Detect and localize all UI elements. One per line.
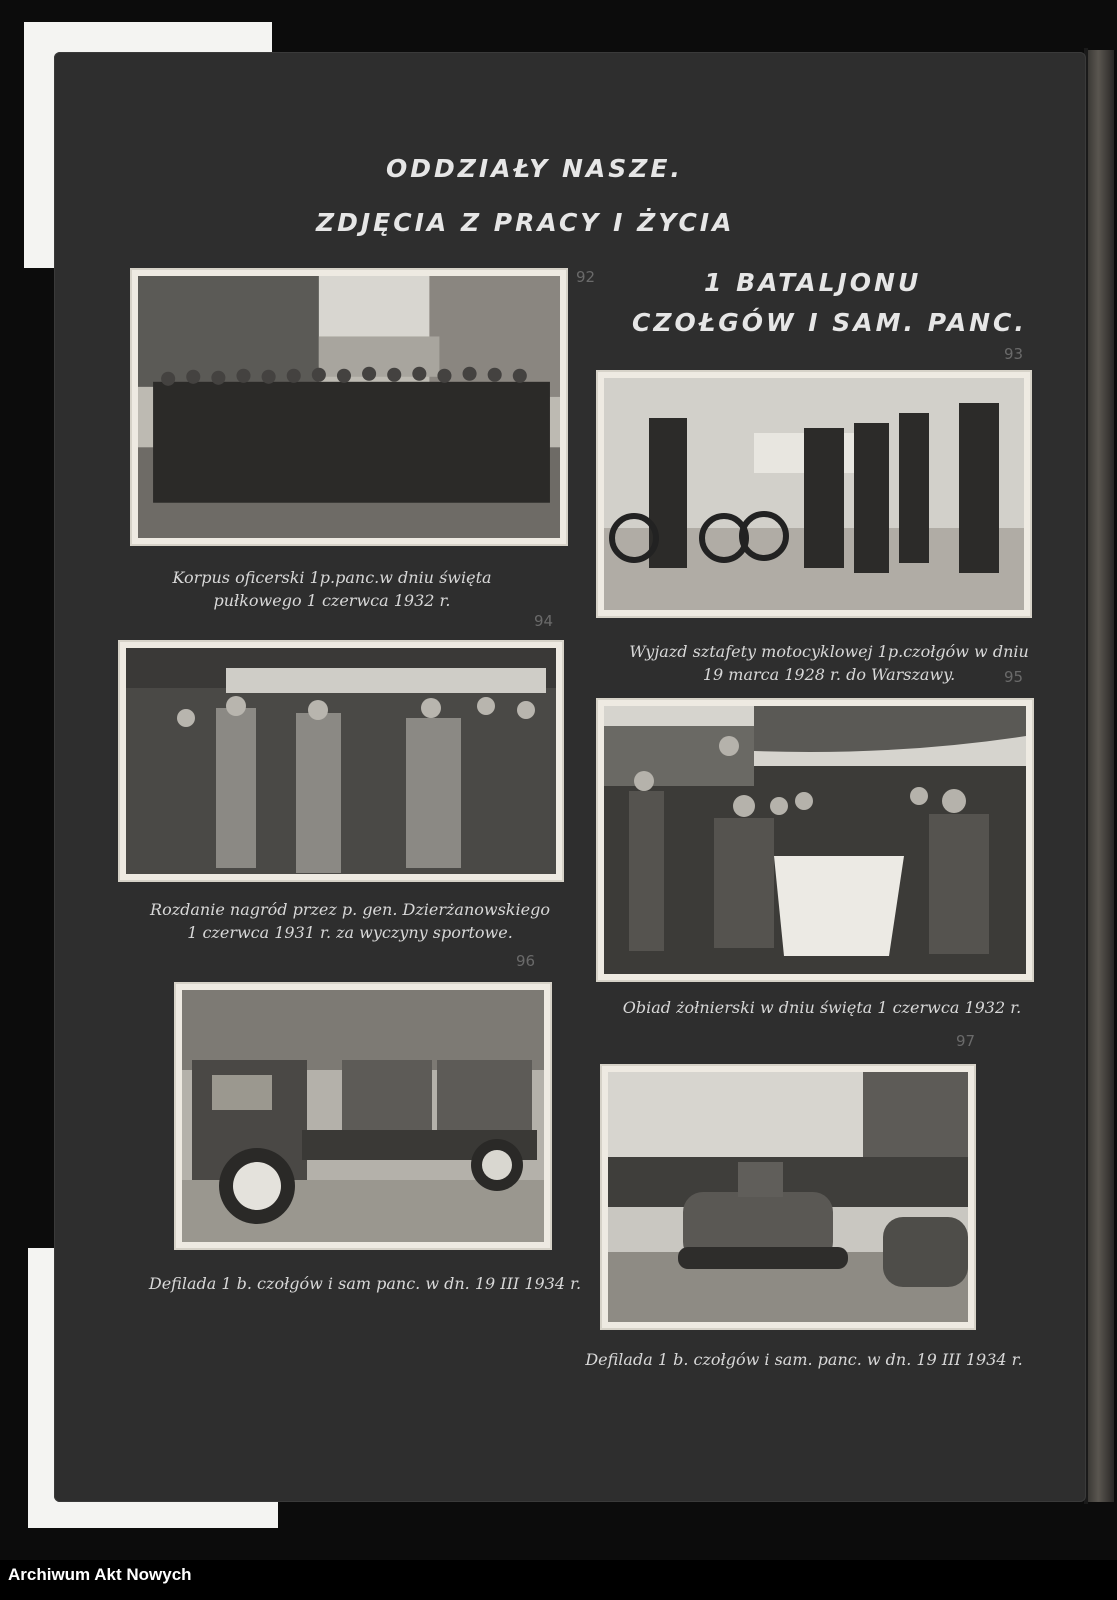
caption-motorcycle-relay-line1: Wyjazd sztafety motocyklowej 1p.czołgów w dniu <box>629 642 1029 661</box>
caption-parade-tanks <box>584 1348 1024 1371</box>
caption-parade-tanks-line1: Defilada 1 b. czołgów i sam. panc. w dn. 19 III 1934 r. <box>585 1350 1023 1369</box>
photo-award-ceremony <box>118 640 564 882</box>
page-number-95: 95 <box>1004 668 1024 686</box>
heading-line-1: ODDZIAŁY NASZE. <box>386 154 683 183</box>
photo-parade-truck-image <box>182 990 544 1242</box>
archive-footer <box>0 1560 1117 1600</box>
caption-motorcycle-relay <box>594 640 1064 686</box>
photo-parade-tanks <box>600 1064 976 1330</box>
photo-parade-tanks-image <box>608 1072 968 1322</box>
page-number-93: 93 <box>1004 345 1024 363</box>
heading-line-4: CZOŁGÓW I SAM. PANC. <box>632 308 1027 337</box>
caption-soldiers-dinner-line1: Obiad żołnierski w dniu święta 1 czerwca 1932 r. <box>622 998 1022 1017</box>
photo-officer-corps-image <box>138 276 560 538</box>
caption-parade-truck-line1: Defilada 1 b. czołgów i sam panc. w dn. 19 III 1934 r. <box>148 1274 582 1293</box>
archive-label: Archiwum Akt Nowych <box>8 1565 192 1584</box>
photo-soldiers-dinner-image <box>604 706 1026 974</box>
caption-parade-truck <box>140 1272 590 1295</box>
photo-award-ceremony-image <box>126 648 556 874</box>
photo-parade-truck <box>174 982 552 1250</box>
page-number-92: 92 <box>576 268 596 286</box>
photo-officer-corps <box>130 268 568 546</box>
photo-motorcycle-relay-image <box>604 378 1024 610</box>
page-number-96: 96 <box>516 952 536 970</box>
caption-soldiers-dinner <box>594 996 1050 1019</box>
caption-award-ceremony-line2: 1 czerwca 1931 r. za wyczyny sportowe. <box>187 923 513 942</box>
page-number-94: 94 <box>534 612 554 630</box>
caption-officer-corps-line1: Korpus oficerski 1p.panc.w dniu święta <box>172 568 492 587</box>
caption-officer-corps-line2: pułkowego 1 czerwca 1932 r. <box>213 591 451 610</box>
heading-line-2: ZDJĘCIA Z PRACY I ŻYCIA <box>316 208 735 237</box>
photo-motorcycle-relay <box>596 370 1032 618</box>
heading-line-3: 1 BATALJONU <box>704 268 922 297</box>
page-number-97: 97 <box>956 1032 976 1050</box>
photo-soldiers-dinner <box>596 698 1034 982</box>
album-spine <box>1088 50 1114 1502</box>
caption-award-ceremony <box>110 898 590 944</box>
caption-award-ceremony-line1: Rozdanie nagród przez p. gen. Dzierżanowskiego <box>150 900 550 919</box>
caption-motorcycle-relay-line2: 19 marca 1928 r. do Warszawy. <box>702 665 956 684</box>
caption-officer-corps <box>112 566 552 612</box>
